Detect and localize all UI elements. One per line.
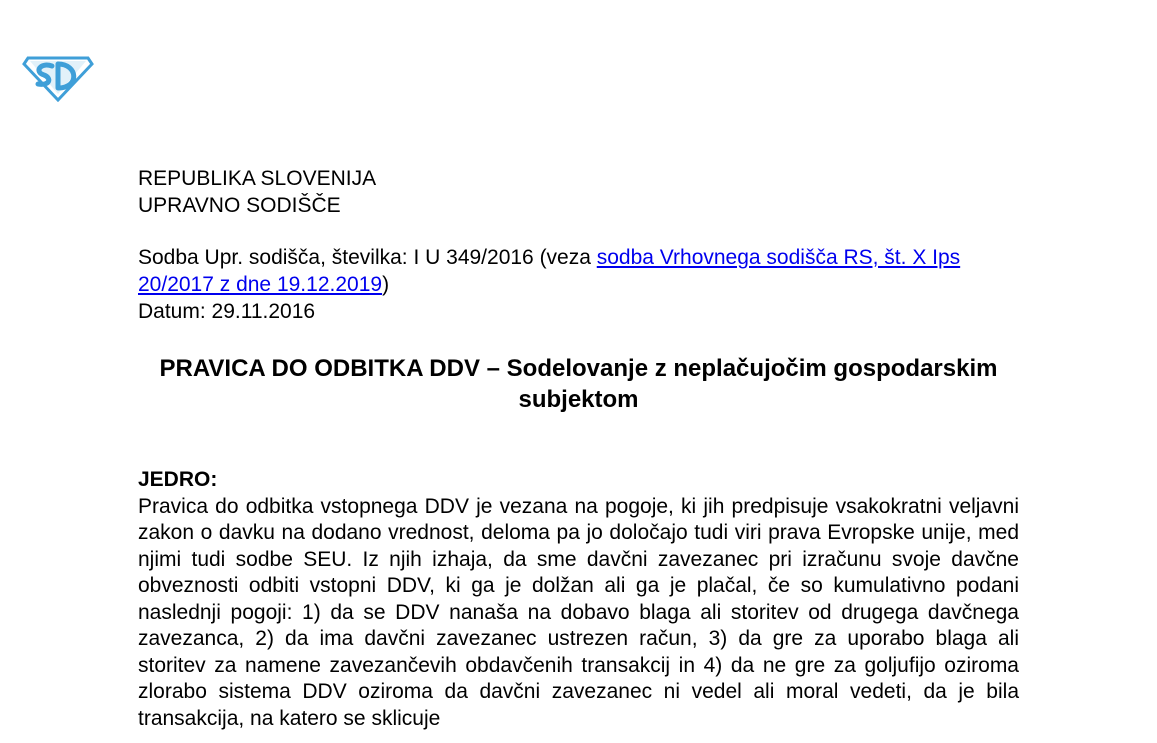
case-reference xyxy=(138,244,1019,298)
shield-logo-icon xyxy=(22,48,94,102)
core-section xyxy=(138,467,1019,732)
court-name-line: UPRAVNO SODIŠČE xyxy=(138,194,341,217)
document-title: PRAVICA DO ODBITKA DDV – Sodelovanje z neplačujočim gospodarskim subjektom xyxy=(159,355,998,413)
supreme-court-judgment-link[interactable]: sodba Vrhovnega sodišča RS, št. X Ips 20/2017 z dne 19.12.2019 xyxy=(138,246,961,296)
country-line: REPUBLIKA SLOVENIJA xyxy=(138,167,377,190)
publisher-logo xyxy=(22,48,94,102)
court-heading xyxy=(138,165,376,219)
case-number-text: Sodba Upr. sodišča, številka: I U 349/2016 (veza xyxy=(138,246,597,269)
core-heading: JEDRO: xyxy=(138,468,218,491)
case-reference-suffix: ) xyxy=(382,273,390,296)
judgment-date: Datum: 29.11.2016 xyxy=(138,300,316,323)
case-metadata xyxy=(138,244,1019,325)
core-paragraph: Pravica do odbitka vstopnega DDV je vezana na pogoje, ki jih predpisuje vsakokratni veljavni zakon o davku na dodano vrednost, deloma pa jo določajo tudi viri prava Evropske unije, med njimi tudi sodbe SEU. Iz njih izhaja, da sme davčni zavezanec pri izračunu svoje davčne obveznosti odbiti vstopni DDV, ki ga je dolžan ali ga je plačal, če so kumulativno podani naslednji pogoji: 1) da se DDV nanaša na dobavo blaga ali storitev od drugega davčnega zavezanca, 2) da ima davčni zavezanec ustrezen račun, 3) da gre za uporabo blaga ali storitev za namene zavezančevih obdavčenih transakcij in 4) da ne gre za goljufijo oziroma zlorabo sistema DDV oziroma da davčni zavezanec ni vedel ali moral vedeti, da je bila transakcija, na katero se sklicuje xyxy=(138,494,1019,730)
